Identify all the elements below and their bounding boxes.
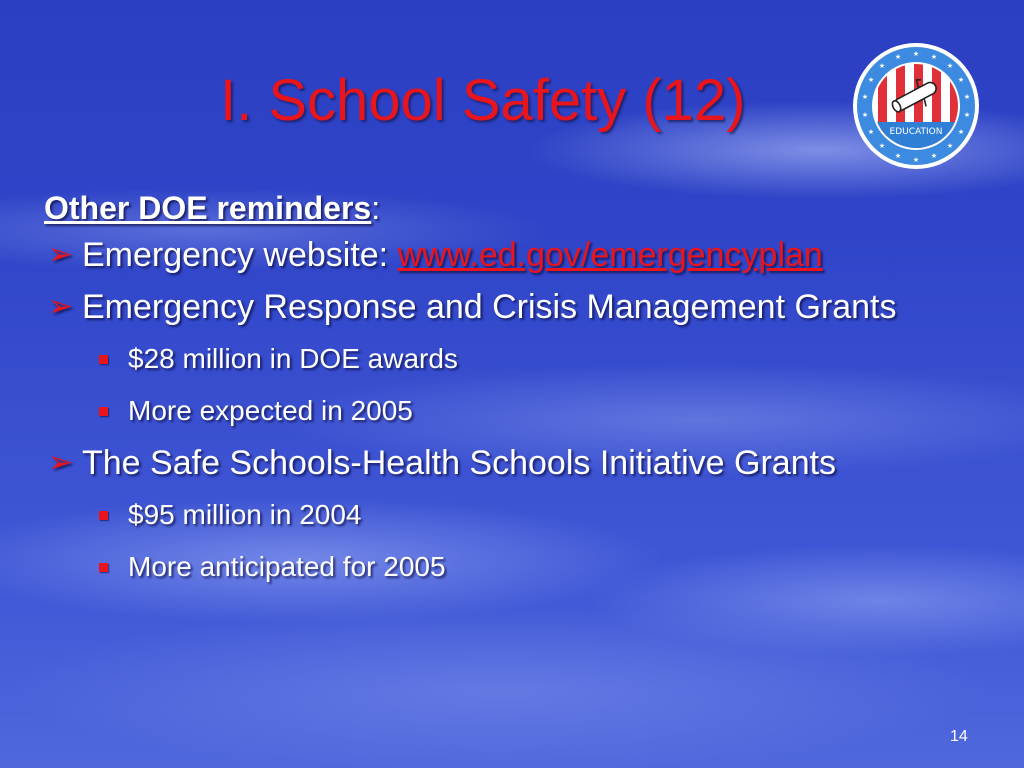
svg-text:★: ★ xyxy=(963,111,971,119)
bullet-text: Emergency website: xyxy=(82,236,398,274)
bullet-emergency-grants xyxy=(44,290,1004,324)
emergency-plan-link[interactable]: www.ed.gov/emergencyplan xyxy=(397,236,823,274)
sub-bullet xyxy=(44,342,1004,376)
sub-bullet-text: $28 million in DOE awards xyxy=(128,343,458,374)
bullet-text: The Safe Schools-Health Schools Initiative Grants xyxy=(82,444,837,482)
square-bullet-icon xyxy=(99,511,108,520)
svg-text:★: ★ xyxy=(912,156,920,164)
arrow-bullet-icon: ➢ xyxy=(48,290,74,323)
subheading xyxy=(44,188,1004,228)
svg-text:★: ★ xyxy=(957,76,965,84)
svg-text:★: ★ xyxy=(963,93,971,101)
svg-text:★: ★ xyxy=(912,50,920,58)
square-bullet-icon xyxy=(99,407,108,416)
svg-text:★: ★ xyxy=(867,128,875,136)
svg-text:★: ★ xyxy=(930,152,938,160)
education-seal-icon xyxy=(852,42,980,170)
svg-text:★: ★ xyxy=(946,142,954,150)
sub-bullet xyxy=(44,550,1004,584)
sub-bullet-text: $95 million in 2004 xyxy=(128,499,362,530)
slide-body xyxy=(44,188,1004,602)
page-number: 14 xyxy=(950,728,968,745)
square-bullet-icon xyxy=(99,355,108,364)
arrow-bullet-icon: ➢ xyxy=(48,446,74,479)
svg-text:★: ★ xyxy=(878,62,886,70)
svg-text:★: ★ xyxy=(861,93,869,101)
svg-text:★: ★ xyxy=(894,152,902,160)
svg-text:★: ★ xyxy=(894,53,902,61)
sub-bullet-text: More anticipated for 2005 xyxy=(128,551,446,582)
svg-text:★: ★ xyxy=(861,111,869,119)
sub-bullet xyxy=(44,394,1004,428)
slide-title: I. School Safety (12) xyxy=(220,68,746,133)
svg-text:★: ★ xyxy=(930,53,938,61)
sub-bullet xyxy=(44,498,1004,532)
svg-text:★: ★ xyxy=(867,76,875,84)
bullet-emergency-website xyxy=(44,238,1004,272)
bullet-safe-schools xyxy=(44,446,1004,480)
arrow-bullet-icon: ➢ xyxy=(48,238,74,271)
bullet-text: Emergency Response and Crisis Management Grants xyxy=(82,288,897,326)
svg-text:★: ★ xyxy=(878,142,886,150)
subheading-colon: : xyxy=(371,190,381,226)
sub-bullet-text: More expected in 2005 xyxy=(128,395,413,426)
svg-text:★: ★ xyxy=(946,62,954,70)
svg-text:★: ★ xyxy=(957,128,965,136)
subheading-text: Other DOE reminders xyxy=(44,190,372,226)
seal-label: EDUCATION xyxy=(889,127,943,137)
square-bullet-icon xyxy=(99,563,108,572)
